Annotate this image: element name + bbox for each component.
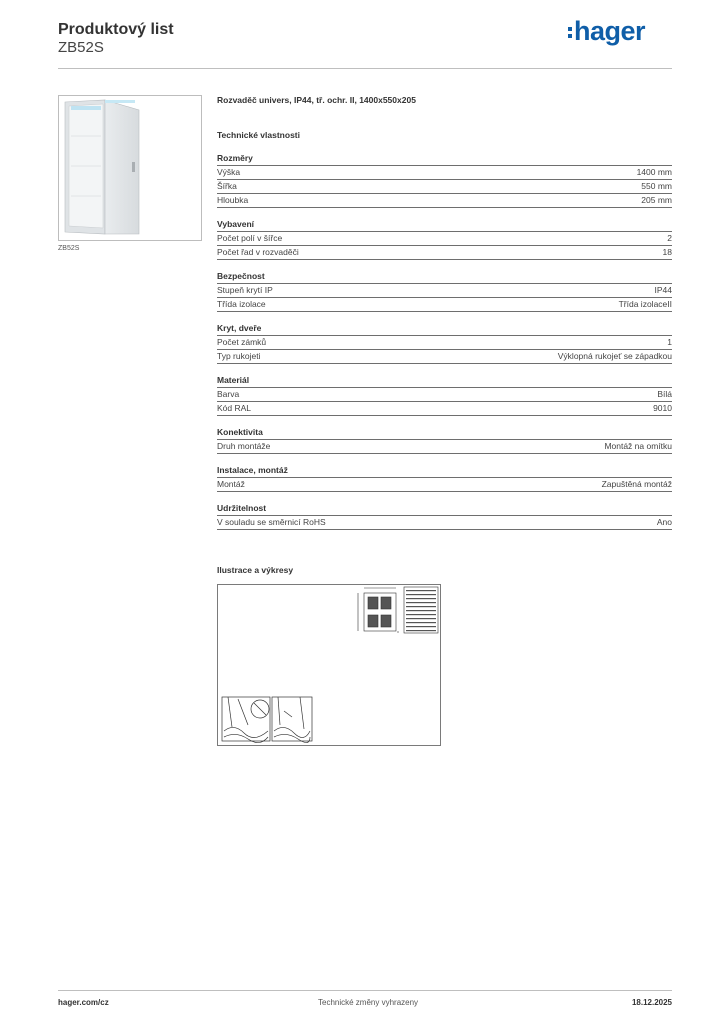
tech-properties-heading: Technické vlastnosti [217,130,300,140]
spec-value: Ano [656,517,672,527]
spec-label: Druh montáže [217,441,271,451]
spec-label: Šířka [217,181,237,191]
footer-divider [58,990,672,991]
spec-label: Hloubka [217,195,249,205]
spec-value: Zapuštěná montáž [601,479,672,489]
spec-row [217,194,672,208]
spec-row [217,298,672,312]
spec-group [217,323,672,364]
spec-value: 2 [667,233,672,243]
logo-dots-icon [568,24,572,41]
spec-row [217,336,672,350]
spec-row [217,402,672,416]
spec-group [217,503,672,530]
product-code: ZB52S [58,39,104,56]
hager-logo [568,16,645,47]
technical-drawings-icon [218,585,440,745]
spec-label: Počet zámků [217,337,267,347]
logo-text: hager [574,16,646,46]
spec-value: Výklopná rukojeť se západkou [557,351,672,361]
spec-groups [217,153,672,530]
spec-row [217,284,672,298]
spec-label: Kód RAL [217,403,252,413]
spec-label: Stupeň krytí IP [217,285,273,295]
spec-label: Počet polí v šířce [217,233,283,243]
spec-value: 205 mm [641,195,672,205]
spec-group-title: Kryt, dveře [217,323,672,336]
product-photo [58,95,202,241]
spec-row [217,246,672,260]
spec-group-title: Instalace, montáž [217,465,672,478]
spec-label: Třída izolace [217,299,266,309]
spec-row [217,350,672,364]
spec-value: 18 [662,247,672,257]
spec-group-title: Udržitelnost [217,503,672,516]
spec-group-title: Bezpečnost [217,271,672,284]
spec-label: Montáž [217,479,245,489]
spec-value: Bílá [657,389,672,399]
page-title: Produktový list [58,21,174,38]
spec-value: Třída izolaceII [618,299,672,309]
footer-disclaimer: Technické změny vyhrazeny [318,998,419,1007]
spec-group [217,465,672,492]
spec-row [217,440,672,454]
illustrations-panel [217,584,441,746]
spec-value: 1 [667,337,672,347]
spec-group [217,153,672,208]
spec-group-title: Konektivita [217,427,672,440]
spec-row [217,516,672,530]
spec-group-title: Rozměry [217,153,672,166]
spec-row [217,166,672,180]
illustrations-heading: Ilustrace a výkresy [217,565,294,575]
spec-group [217,375,672,416]
spec-label: Výška [217,167,241,177]
spec-value: 1400 mm [636,167,672,177]
spec-row [217,478,672,492]
spec-value: Montáž na omítku [604,441,672,451]
spec-label: V souladu se směrnicí RoHS [217,517,326,527]
spec-group [217,219,672,260]
photo-caption: ZB52S [58,245,80,252]
spec-row [217,388,672,402]
spec-value: IP44 [654,285,672,295]
header-divider [58,68,672,69]
product-description: Rozvaděč univers, IP44, tř. ochr. II, 1400x550x205 [217,95,416,105]
spec-value: 9010 [653,403,672,413]
spec-group-title: Materiál [217,375,672,388]
spec-group-title: Vybavení [217,219,672,232]
spec-group [217,271,672,312]
cabinet-image-icon [59,96,201,240]
spec-group [217,427,672,454]
product-details [217,95,672,530]
spec-value: 550 mm [641,181,672,191]
footer-date: 18.12.2025 [631,998,672,1007]
spec-row [217,180,672,194]
spec-label: Počet řad v rozvaděči [217,247,299,257]
footer-website-link[interactable]: hager.com/cz [58,998,109,1007]
spec-row [217,232,672,246]
spec-label: Typ rukojeti [217,351,261,361]
spec-label: Barva [217,389,240,399]
